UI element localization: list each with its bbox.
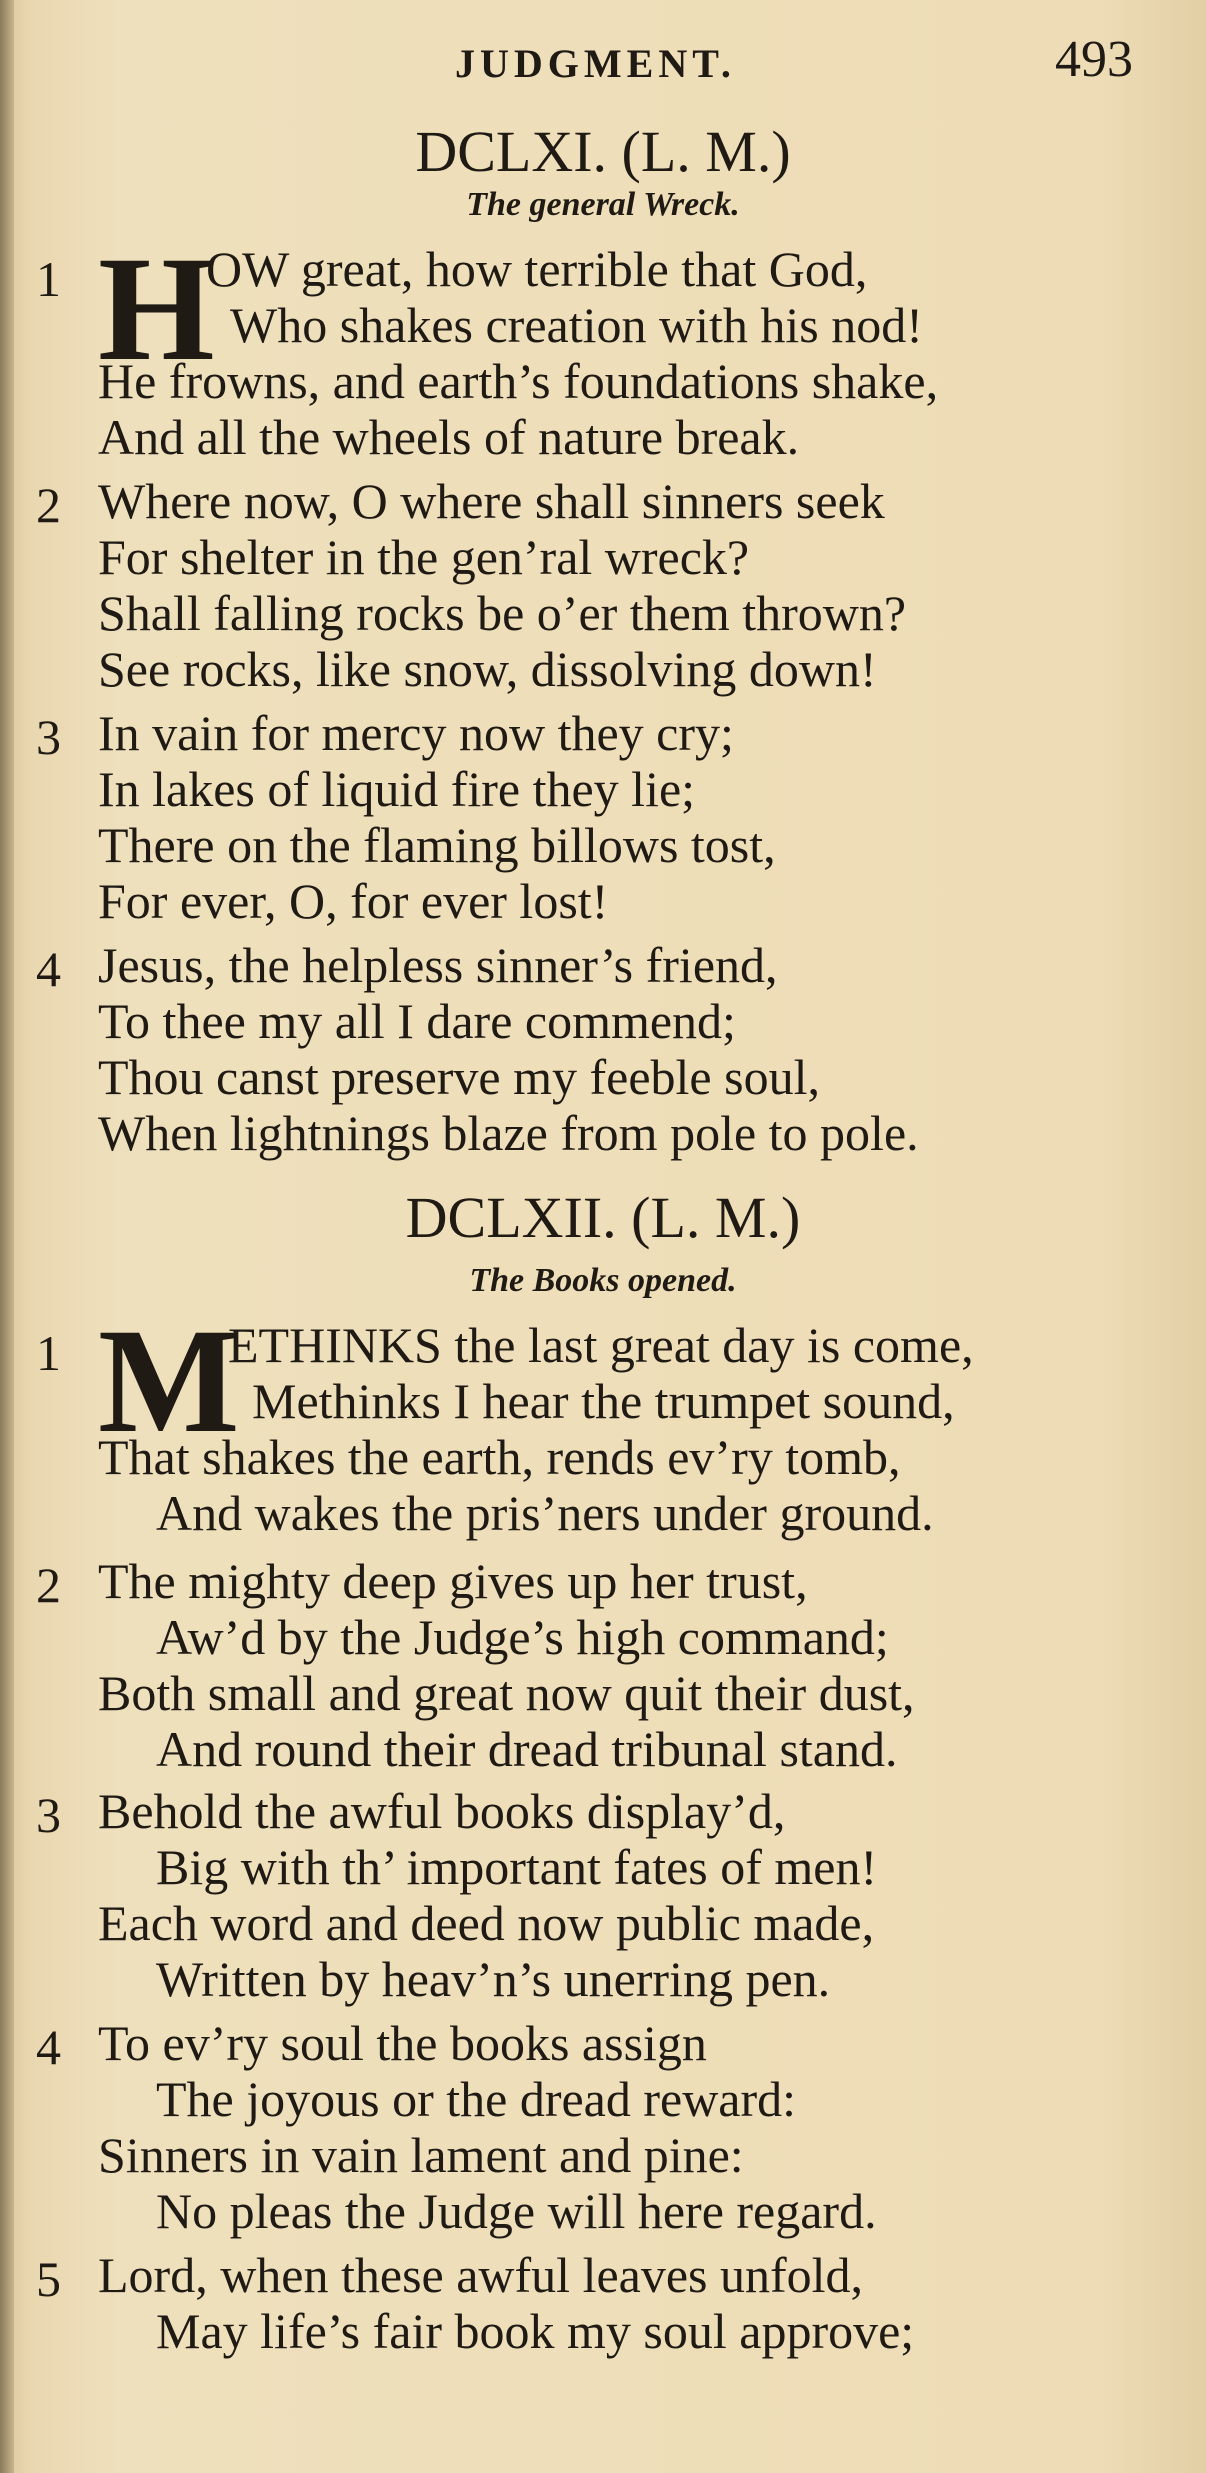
verse-line: Behold the awful books display’d,	[98, 1783, 786, 1839]
verse-line: For ever, O, for ever lost!	[98, 873, 609, 929]
verse-line: Lord, when these awful leaves unfold,	[98, 2247, 864, 2303]
verse-line: Where now, O where shall sinners seek	[98, 473, 885, 529]
verse-line: The mighty deep gives up her trust,	[98, 1553, 808, 1609]
verse-line: OW great, how terrible that God,	[206, 241, 868, 297]
stanza-number: 3	[36, 1787, 61, 1843]
verse-line: When lightnings blaze from pole to pole.	[98, 1105, 919, 1161]
verse-line: No pleas the Judge will here regard.	[156, 2183, 877, 2239]
verse-line: And wakes the pris’ners under ground.	[156, 1485, 934, 1541]
stanza-number: 2	[36, 1557, 61, 1613]
verse-line: Shall falling rocks be o’er them thrown?	[98, 585, 907, 641]
drop-cap: M	[98, 1298, 240, 1464]
verse-line: To ev’ry soul the books assign	[98, 2015, 707, 2071]
stanza-number: 4	[36, 941, 61, 997]
verse-line: Big with th’ important fates of men!	[156, 1839, 878, 1895]
hymn-subtitle: The general Wreck.	[466, 186, 740, 223]
verse-line: Written by heav’n’s unerring pen.	[156, 1951, 831, 2007]
verse-line: To thee my all I dare commend;	[98, 993, 736, 1049]
verse-line: In lakes of liquid fire they lie;	[98, 761, 696, 817]
verse-line: The joyous or the dread reward:	[156, 2071, 797, 2127]
verse-line: May life’s fair book my soul approve;	[156, 2303, 915, 2359]
stanza-number: 1	[36, 1325, 61, 1381]
stanza-number: 2	[36, 477, 61, 533]
verse-line: Who shakes creation with his nod!	[230, 297, 923, 353]
verse-line: ETHINKS the last great day is come,	[228, 1317, 974, 1373]
verse-line: That shakes the earth, rends ev’ry tomb,	[98, 1429, 901, 1485]
verse-line: Aw’d by the Judge’s high command;	[156, 1609, 889, 1665]
running-head-title: JUDGMENT.	[455, 41, 736, 86]
stanza-number: 5	[36, 2251, 61, 2307]
verse-line: Methinks I hear the trumpet sound,	[252, 1373, 955, 1429]
verse-line: He frowns, and earth’s foundations shake,	[98, 353, 939, 409]
stanza-number: 3	[36, 709, 61, 765]
hymn-subtitle: The Books opened.	[469, 1262, 737, 1299]
verse-line: See rocks, like snow, dissolving down!	[98, 641, 877, 697]
drop-cap: H	[98, 226, 215, 392]
verse-line: For shelter in the gen’ral wreck?	[98, 529, 750, 585]
stanza-number: 1	[36, 251, 61, 307]
hymn-title: DCLXII. (L. M.)	[405, 1185, 801, 1250]
stanza-number: 4	[36, 2019, 61, 2075]
verse-line: Both small and great now quit their dust,	[98, 1665, 915, 1721]
verse-line: There on the flaming billows tost,	[98, 817, 776, 873]
verse-line: And all the wheels of nature break.	[98, 409, 800, 465]
hymn-title: DCLXI. (L. M.)	[415, 119, 791, 184]
verse-line: Each word and deed now public made,	[98, 1895, 875, 1951]
verse-line: Sinners in vain lament and pine:	[98, 2127, 744, 2183]
running-head	[0, 28, 1206, 88]
verse-line: And round their dread tribunal stand.	[156, 1721, 898, 1777]
verse-line: Jesus, the helpless sinner’s friend,	[98, 937, 778, 993]
verse-line: Thou canst preserve my feeble soul,	[98, 1049, 820, 1105]
verse-line: In vain for mercy now they cry;	[98, 705, 734, 761]
page-number: 493	[1055, 31, 1133, 88]
